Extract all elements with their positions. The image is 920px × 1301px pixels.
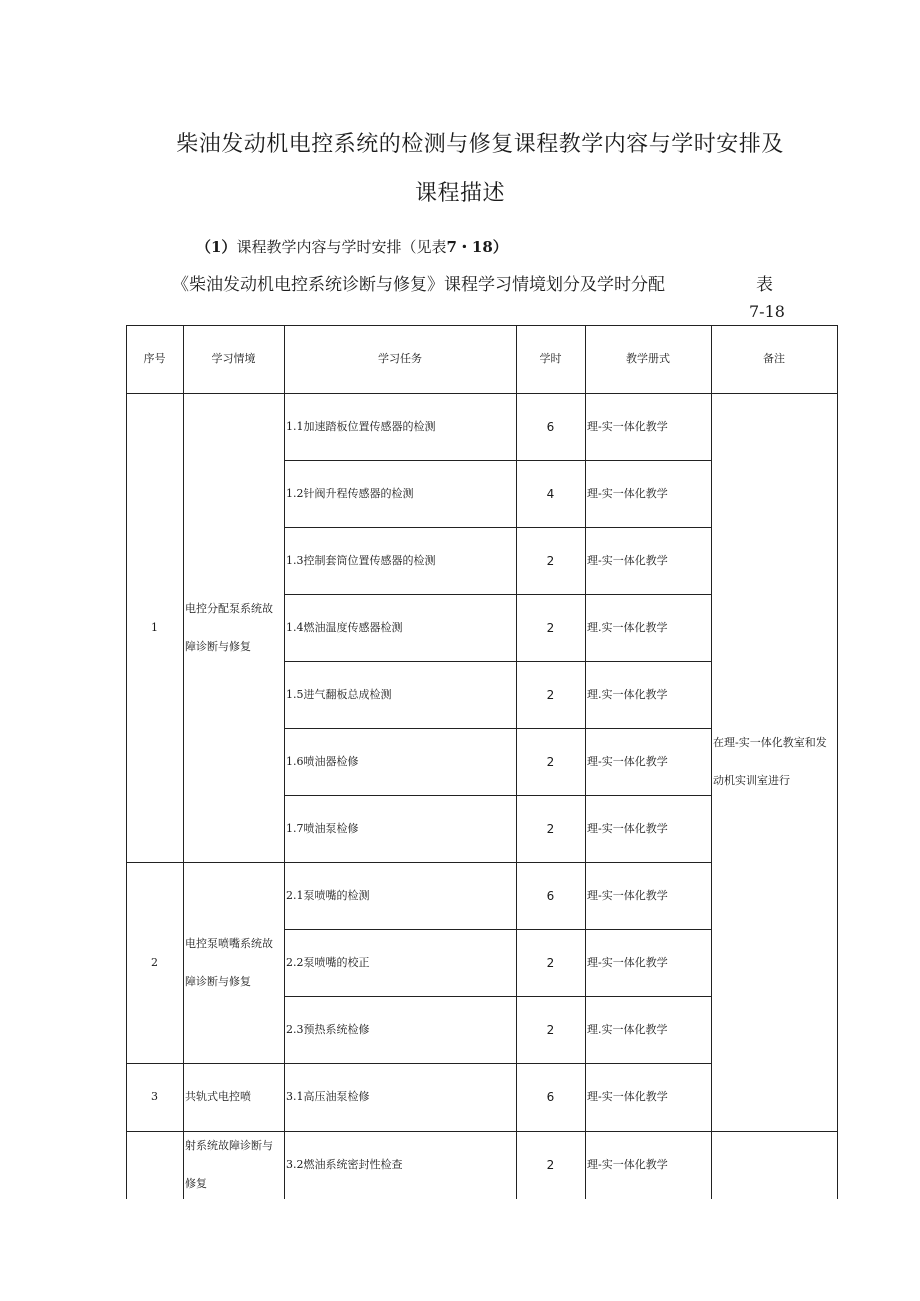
task-cell: 3.2燃油系统密封性检查 bbox=[286, 1158, 403, 1171]
hours-cell: 6 bbox=[546, 1090, 555, 1104]
task-cell: 2.3预热系统检修 bbox=[286, 1022, 370, 1036]
mode-cell: 理-实一体化教学 bbox=[587, 1090, 668, 1103]
hours-cell: 6 bbox=[546, 888, 555, 903]
document-title-line1: 柴油发动机电控系统的检测与修复课程教学内容与学时安排及 bbox=[176, 132, 784, 157]
hours-cell: 6 bbox=[546, 419, 555, 434]
situation-cell: 电控分配泵系统故障诊断与修复 bbox=[185, 601, 273, 653]
section-text: 课程教学内容与学时安排（见表 bbox=[236, 238, 447, 256]
situation-cell: 共轨式电控喷 bbox=[185, 1090, 251, 1103]
situation-cell: 射系统故障诊断与修复 bbox=[185, 1139, 273, 1190]
table-hline bbox=[711, 1131, 837, 1132]
section-heading bbox=[196, 236, 508, 257]
mode-cell: 理.实一体化教学 bbox=[587, 620, 668, 634]
header-situation: 学习情境 bbox=[211, 352, 256, 365]
seq-cell: 2 bbox=[151, 955, 158, 969]
hours-cell: 2 bbox=[546, 1158, 555, 1172]
task-cell: 1.4燃油温度传感器检测 bbox=[286, 620, 403, 634]
mode-cell: 理-实一体化教学 bbox=[587, 754, 668, 768]
mode-cell: 理-实一体化教学 bbox=[587, 486, 668, 500]
remark-cell: 在理-实一体化教室和发动机实训室进行 bbox=[713, 736, 827, 787]
section-table-ref: 7・18） bbox=[446, 238, 508, 256]
hours-cell: 2 bbox=[546, 1022, 555, 1037]
mode-cell: 理.实一体化教学 bbox=[587, 687, 668, 701]
hours-cell: 2 bbox=[546, 754, 555, 769]
task-cell: 1.6喷油器检修 bbox=[286, 754, 359, 768]
table-caption: 《柴油发动机电控系统诊断与修复》课程学习情境划分及学时分配 bbox=[172, 275, 665, 295]
task-cell: 3.1高压油泵检修 bbox=[286, 1090, 370, 1103]
situation-cell: 电控泵喷嘴系统故障诊断与修复 bbox=[185, 936, 273, 988]
task-cell: 1.5进气翻板总成检测 bbox=[286, 687, 392, 701]
header-hours: 学时 bbox=[539, 352, 562, 365]
header-mode: 教学册式 bbox=[626, 352, 670, 365]
task-cell: 1.1加速踏板位置传感器的检测 bbox=[286, 419, 436, 433]
seq-cell: 3 bbox=[151, 1090, 158, 1103]
task-cell: 2.2泵喷嘴的校正 bbox=[286, 955, 370, 969]
task-cell: 1.2针阀升程传感器的检测 bbox=[286, 486, 414, 500]
mode-cell: 理.实一体化教学 bbox=[587, 1022, 668, 1036]
document-title-line2: 课程描述 bbox=[414, 181, 505, 206]
hours-cell: 2 bbox=[546, 620, 555, 635]
seq-cell bbox=[126, 1131, 183, 1199]
task-cell: 1.7喷油泵检修 bbox=[286, 821, 359, 835]
mode-cell: 理-实一体化教学 bbox=[587, 955, 668, 969]
hours-cell: 2 bbox=[546, 687, 555, 702]
mode-cell: 理-实一体化教学 bbox=[587, 1158, 668, 1171]
table-vline bbox=[837, 325, 838, 1199]
header-task: 学习任务 bbox=[378, 352, 422, 365]
hours-cell: 2 bbox=[546, 553, 555, 568]
section-number: （1） bbox=[196, 238, 237, 256]
hours-cell: 2 bbox=[546, 821, 555, 836]
hours-cell: 2 bbox=[546, 955, 555, 970]
header-remark: 备注 bbox=[763, 352, 785, 365]
mode-cell: 理-实一体化教学 bbox=[587, 888, 668, 902]
mode-cell: 理-实一体化教学 bbox=[587, 419, 668, 433]
mode-cell: 理-实一体化教学 bbox=[587, 553, 668, 567]
seq-cell: 1 bbox=[151, 620, 158, 634]
task-cell: 2.1泵喷嘴的检测 bbox=[286, 888, 370, 902]
table-label: 表 bbox=[756, 275, 773, 295]
header-seq: 序号 bbox=[143, 352, 166, 365]
table-number: 7-18 bbox=[749, 302, 785, 321]
task-cell: 1.3控制套筒位置传感器的检测 bbox=[286, 553, 436, 567]
hours-cell: 4 bbox=[546, 486, 555, 501]
mode-cell: 理-实一体化教学 bbox=[587, 821, 668, 835]
